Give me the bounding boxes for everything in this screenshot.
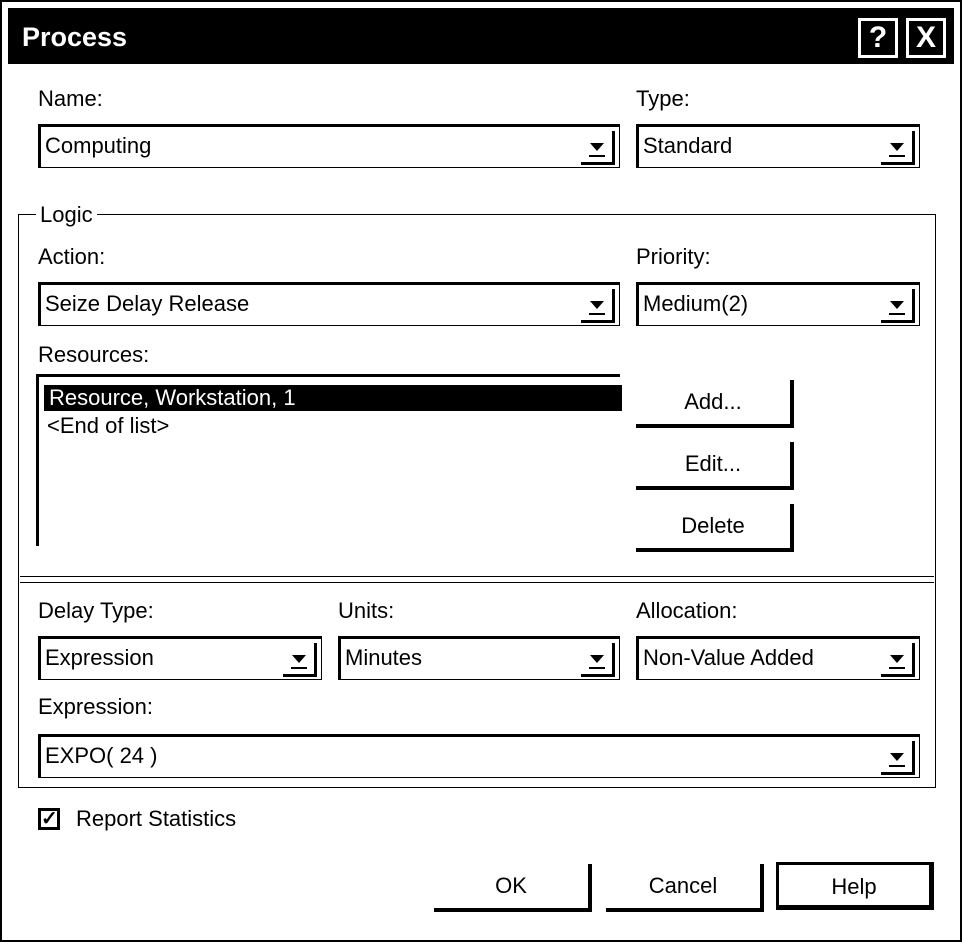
type-combobox[interactable] (636, 124, 920, 168)
window-title: Process (22, 22, 128, 52)
help-icon[interactable]: ? (858, 18, 898, 58)
delay-type-value: Expression (45, 645, 154, 670)
title-bar[interactable] (8, 8, 954, 64)
list-item[interactable]: Resource, Workstation, 1 (44, 385, 622, 411)
delay-type-dropdown-button[interactable] (283, 643, 317, 677)
priority-dropdown-button[interactable] (881, 289, 915, 323)
chevron-down-icon (890, 301, 904, 309)
chevron-down-icon (590, 301, 604, 309)
name-label: Name: (38, 86, 103, 111)
chevron-down-icon (590, 143, 604, 151)
resources-label: Resources: (38, 342, 150, 367)
chevron-down-icon (890, 143, 904, 151)
units-label: Units: (338, 598, 395, 623)
report-statistics-label[interactable]: Report Statistics (76, 806, 237, 831)
ok-button[interactable]: OK (434, 864, 592, 912)
delay-type-combobox[interactable] (38, 636, 322, 680)
units-combobox[interactable] (338, 636, 620, 680)
chevron-down-icon (890, 655, 904, 663)
delay-type-label: Delay Type: (38, 598, 154, 623)
chevron-down-icon (590, 655, 604, 663)
expression-dropdown-button[interactable] (881, 741, 915, 775)
expression-value: EXPO( 24 ) (45, 743, 158, 768)
name-value: Computing (45, 133, 152, 158)
type-dropdown-button[interactable] (881, 131, 915, 165)
name-dropdown-button[interactable] (581, 131, 615, 165)
priority-value: Medium(2) (643, 291, 749, 316)
action-dropdown-button[interactable] (581, 289, 615, 323)
action-value: Seize Delay Release (45, 291, 250, 316)
list-item[interactable]: <End of list> (47, 413, 170, 438)
priority-label: Priority: (636, 244, 711, 269)
allocation-value: Non-Value Added (643, 645, 814, 670)
close-icon[interactable]: X (906, 18, 946, 58)
edit-button[interactable]: Edit... (636, 442, 794, 490)
units-dropdown-button[interactable] (581, 643, 615, 677)
action-combobox[interactable] (38, 282, 620, 326)
cancel-button[interactable]: Cancel (606, 864, 764, 912)
allocation-label: Allocation: (636, 598, 738, 623)
delete-button[interactable]: Delete (636, 504, 794, 552)
report-statistics-checkbox[interactable]: ✓ (38, 808, 60, 830)
priority-combobox[interactable] (636, 282, 920, 326)
separator (20, 576, 934, 577)
logic-group-title: Logic (36, 202, 97, 228)
units-value: Minutes (345, 645, 423, 670)
add-button[interactable]: Add... (636, 380, 794, 428)
separator (20, 582, 934, 583)
type-label: Type: (636, 86, 690, 111)
name-combobox[interactable] (38, 124, 620, 168)
allocation-dropdown-button[interactable] (881, 643, 915, 677)
chevron-down-icon (292, 655, 306, 663)
action-label: Action: (38, 244, 106, 269)
allocation-combobox[interactable] (636, 636, 920, 680)
expression-combobox[interactable] (38, 734, 920, 778)
resources-listbox[interactable] (36, 374, 620, 546)
expression-label: Expression: (38, 694, 153, 719)
chevron-down-icon (890, 753, 904, 761)
type-value: Standard (643, 133, 733, 158)
help-button[interactable]: Help (776, 862, 934, 910)
